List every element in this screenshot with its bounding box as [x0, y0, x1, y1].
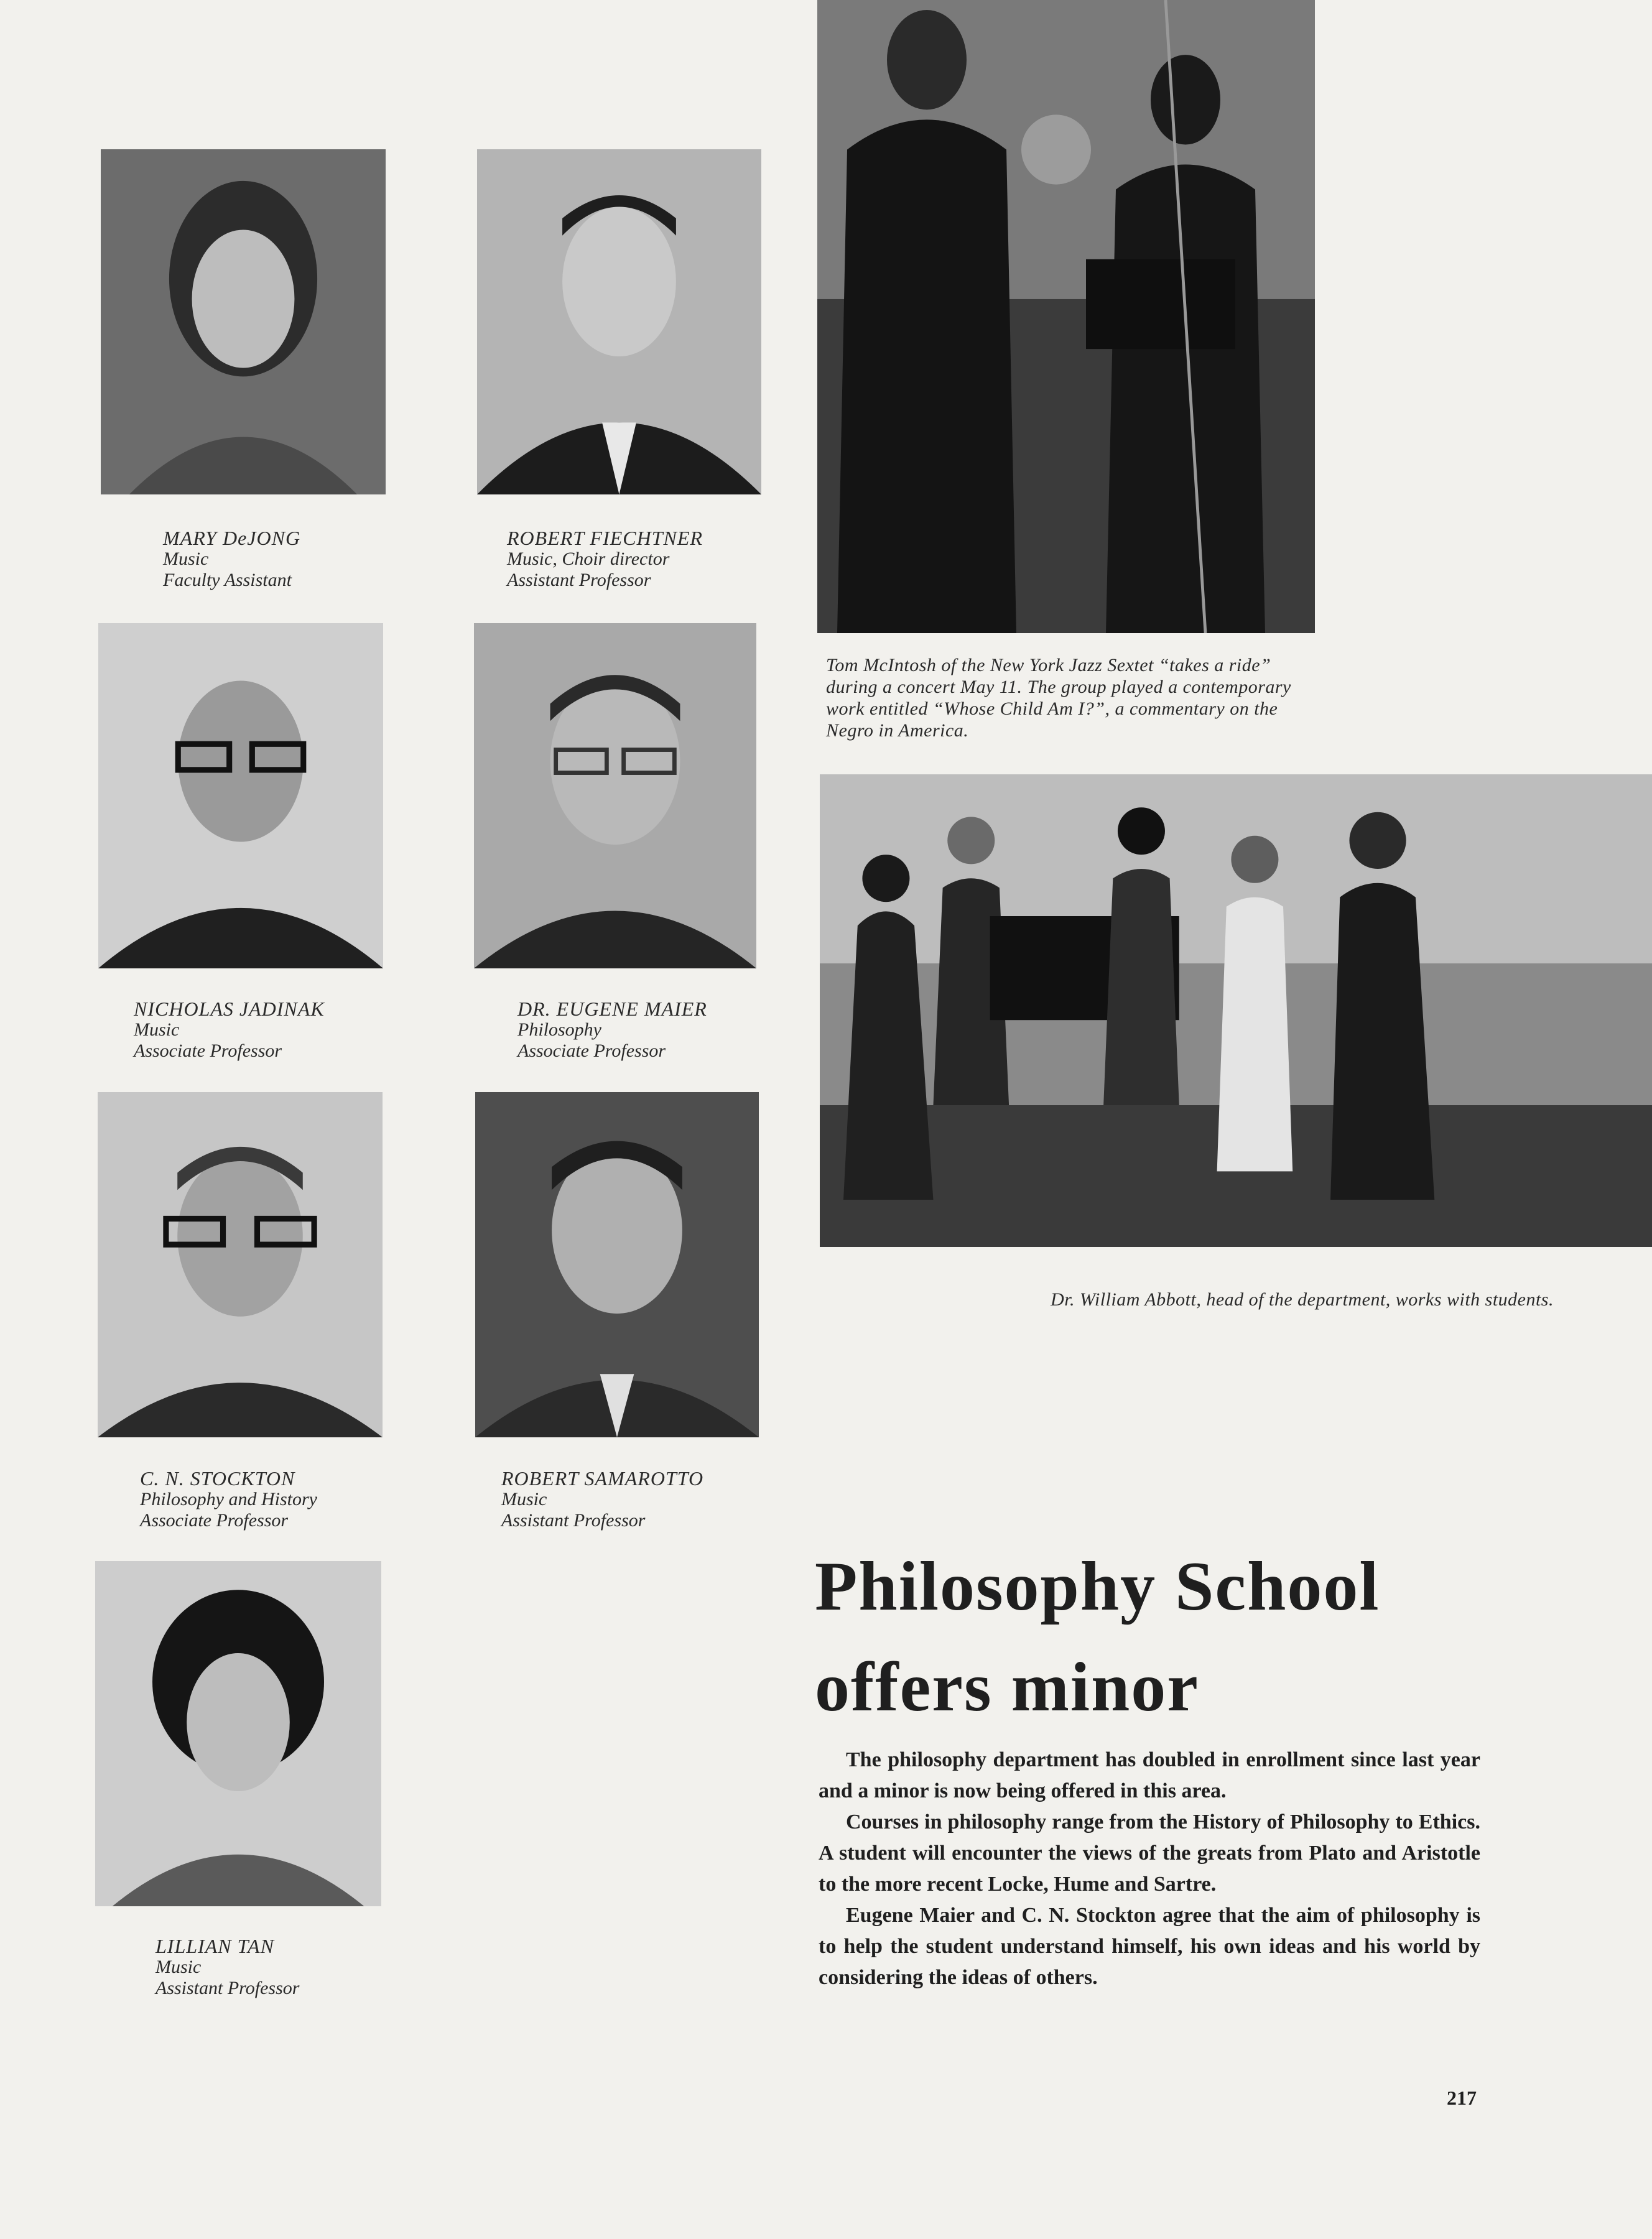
- caption-nicholas-jadinak: NICHOLAS JADINAK Music Associate Professor: [134, 998, 325, 1061]
- caption-cn-stockton: C. N. STOCKTON Philosophy and History Associate Professor: [140, 1467, 317, 1531]
- caption-robert-samarotto: ROBERT SAMAROTTO Music Assistant Professor: [501, 1467, 704, 1531]
- portrait-robert-samarotto: [475, 1092, 759, 1437]
- portrait-eugene-maier: [474, 623, 756, 968]
- caption-eugene-maier: DR. EUGENE MAIER Philosophy Associate Professor: [517, 998, 707, 1061]
- caption-lillian-tan: LILLIAN TAN Music Assistant Professor: [155, 1935, 300, 1998]
- page-number: 217: [1447, 2087, 1477, 2109]
- article-paragraph: The philosophy department has doubled in enrollment since last year and a minor is now being offered in this area.: [819, 1748, 1480, 1802]
- jazz-caption: Tom McIntosh of the New York Jazz Sextet “takes a ride” during a concert May 11. The group played a contemporary work entitled “Whose Child Am I?”, a commentary on the Negro in America.: [826, 655, 1291, 741]
- jazz-concert-photo: [817, 0, 1315, 633]
- portrait-mary-dejong: [101, 149, 386, 494]
- ensemble-caption: Dr. William Abbott, head of the department, works with students.: [1051, 1289, 1554, 1310]
- portrait-robert-fiechtner: [477, 149, 761, 494]
- portrait-nicholas-jadinak: [98, 623, 383, 968]
- headline-line-2: offers minor: [815, 1649, 1200, 1726]
- caption-mary-dejong: MARY DeJONG Music Faculty Assistant: [163, 527, 301, 590]
- ensemble-photo: [820, 774, 1652, 1247]
- caption-robert-fiechtner: ROBERT FIECHTNER Music, Choir director Assistant Professor: [507, 527, 703, 590]
- article-paragraph: Eugene Maier and C. N. Stockton agree that the aim of philosophy is to help the student understand himself, his own ideas and his world by considering the ideas of others.: [819, 1904, 1480, 1989]
- headline-line-1: Philosophy School: [815, 1548, 1380, 1625]
- portrait-cn-stockton: [98, 1092, 383, 1437]
- article-body: [819, 1745, 1480, 1993]
- article-headline: [815, 1536, 1530, 1738]
- portrait-lillian-tan: [95, 1561, 381, 1906]
- article-paragraph: Courses in philosophy range from the History of Philosophy to Ethics. A student will encounter the views of the greats from Plato and Aristotle to the more recent Locke, Hume and Sartre.: [819, 1810, 1480, 1896]
